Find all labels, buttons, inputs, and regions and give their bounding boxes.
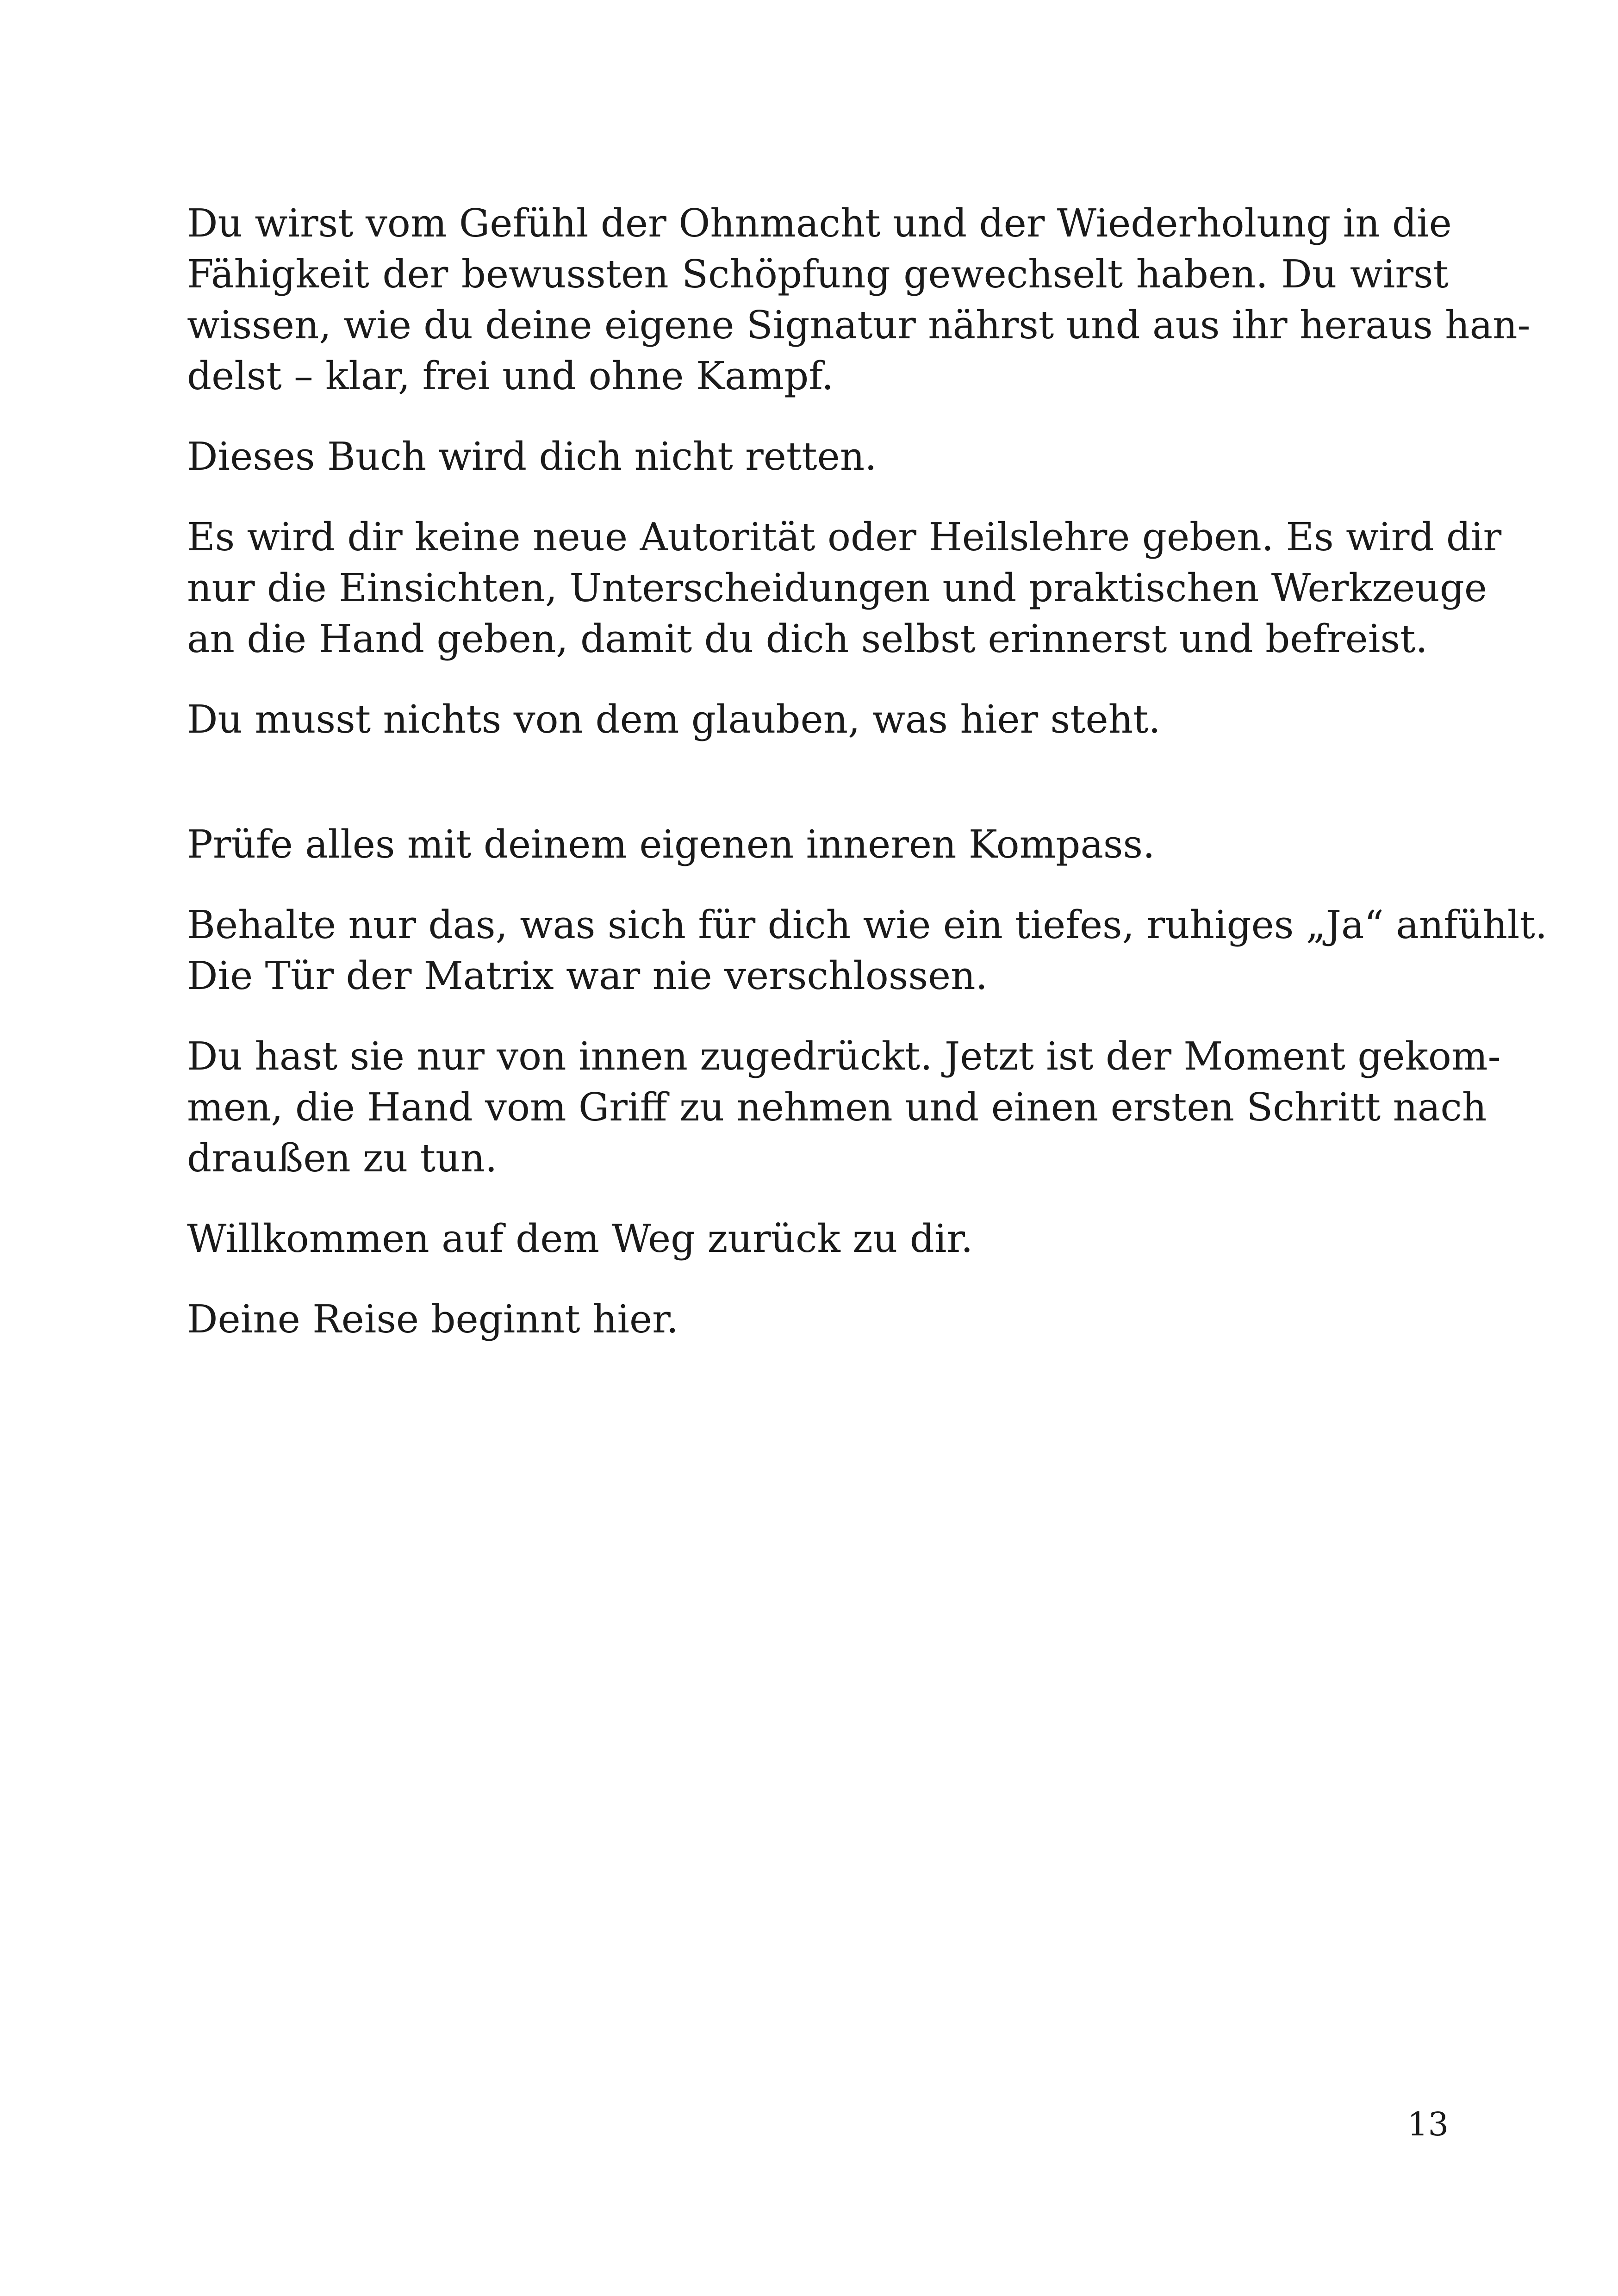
paragraph: [187, 1031, 1501, 1184]
text-line: Die Tür der Matrix war nie verschlossen.: [187, 953, 988, 998]
paragraph: [187, 819, 1449, 870]
text-line: Du wirst vom Gefühl der Ohnmacht und der Wiederholung in die: [187, 201, 1452, 246]
paragraph: [187, 900, 1548, 1002]
paragraph: [187, 1213, 1449, 1264]
text-line: draußen zu tun.: [187, 1136, 498, 1181]
text-line: Du musst nichts von dem glauben, was hier steht.: [187, 697, 1161, 742]
page-number: 13: [1407, 2105, 1449, 2143]
text-line: Behalte nur das, was sich für dich wie ein tiefes, ruhiges „Ja“ anfühlt.: [187, 902, 1548, 947]
text-line: Prüfe alles mit deinem eigenen inneren Kompass.: [187, 822, 1155, 867]
text-line: an die Hand geben, damit du dich selbst erinnerst und befreist.: [187, 616, 1428, 661]
paragraph: [187, 694, 1449, 745]
text-line: wissen, wie du deine eigene Signatur nährst und aus ihr heraus han-: [187, 303, 1531, 348]
text-line: Du hast sie nur von innen zugedrückt. Jetzt ist der Moment gekom-: [187, 1034, 1501, 1079]
text-line: Deine Reise beginnt hier.: [187, 1297, 679, 1342]
text-line: delst – klar, frei und ohne Kampf.: [187, 354, 834, 398]
text-line: nur die Einsichten, Unterscheidungen und praktischen Werkzeuge: [187, 566, 1487, 610]
body-text: [187, 198, 1548, 1375]
paragraph: [187, 198, 1531, 402]
paragraph: [187, 431, 1449, 482]
text-line: Dieses Buch wird dich nicht retten.: [187, 434, 877, 479]
paragraph: [187, 1294, 1449, 1345]
text-line: men, die Hand vom Griff zu nehmen und einen ersten Schritt nach: [187, 1085, 1487, 1130]
paragraph: [187, 512, 1502, 665]
text-line: Willkommen auf dem Weg zurück zu dir.: [187, 1216, 973, 1261]
text-line: Es wird dir keine neue Autorität oder Heilslehre geben. Es wird dir: [187, 515, 1502, 560]
text-line: Fähigkeit der bewussten Schöpfung gewechselt haben. Du wirst: [187, 252, 1449, 297]
